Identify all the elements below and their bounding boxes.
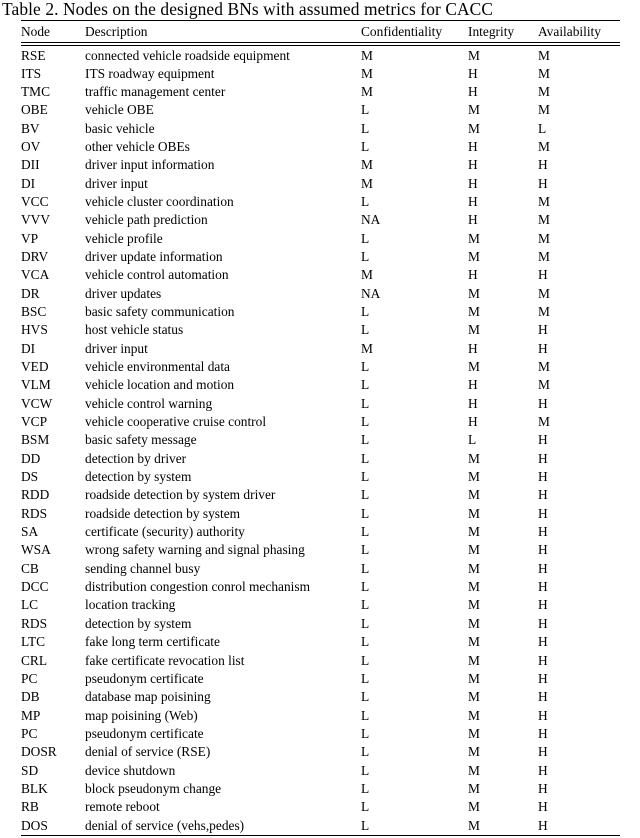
cell-confidentiality: L <box>361 817 370 833</box>
cell-node: RB <box>21 799 39 815</box>
cell-confidentiality: M <box>361 47 373 63</box>
column-header-integrity: Integrity <box>468 21 538 43</box>
cell-confidentiality: L <box>361 432 370 448</box>
cell-node: DB <box>21 689 40 705</box>
table-row <box>21 450 620 468</box>
cell-confidentiality: NA <box>361 212 381 228</box>
cell-node: DI <box>21 340 36 356</box>
cell-integrity: H <box>468 377 478 393</box>
cell-confidentiality: NA <box>361 285 381 301</box>
cell-availability: M <box>538 377 550 393</box>
cell-description: vehicle path prediction <box>85 212 208 228</box>
cell-description: vehicle environmental data <box>85 359 231 374</box>
cell-availability: H <box>538 505 548 521</box>
cell-integrity: M <box>468 744 480 760</box>
cell-integrity: M <box>468 725 480 741</box>
cell-description: ITS roadway equipment <box>85 65 215 81</box>
cell-availability: H <box>538 450 548 466</box>
cell-node: VCW <box>21 395 53 411</box>
cell-availability: H <box>538 524 548 540</box>
cell-confidentiality: L <box>361 634 370 650</box>
cell-node: VCP <box>21 414 48 430</box>
table-row <box>21 83 620 101</box>
cell-confidentiality: M <box>361 175 373 191</box>
cell-description: driver input information <box>85 157 215 173</box>
cell-description: connected vehicle roadside equipment <box>85 47 290 63</box>
cell-node: RDS <box>21 615 48 631</box>
cell-confidentiality: L <box>361 193 370 209</box>
cell-node: VP <box>21 230 39 246</box>
cell-confidentiality: L <box>361 707 370 723</box>
table-row <box>21 193 620 211</box>
cell-availability: H <box>538 560 548 576</box>
cell-availability: H <box>538 157 548 173</box>
cell-description: vehicle profile <box>85 230 163 246</box>
cell-availability: H <box>538 725 548 741</box>
cell-availability: M <box>538 65 550 81</box>
cell-node: DOS <box>21 817 48 833</box>
cell-description: vehicle cooperative cruise control <box>85 414 267 430</box>
cell-availability: H <box>538 175 548 191</box>
cell-description: certificate (security) authority <box>85 524 245 540</box>
table-row <box>21 596 620 614</box>
cell-availability: H <box>538 670 548 686</box>
table-row <box>21 285 620 303</box>
cell-integrity: M <box>468 524 480 540</box>
cell-integrity: H <box>468 414 478 430</box>
cell-availability: H <box>538 689 548 705</box>
cell-confidentiality: L <box>361 359 370 374</box>
column-header-availability: Availability <box>538 21 620 43</box>
cell-availability: M <box>538 230 550 246</box>
cell-node: OV <box>21 138 41 154</box>
cell-integrity: H <box>468 175 478 191</box>
table-row <box>21 743 620 761</box>
cell-confidentiality: L <box>361 670 370 686</box>
cell-integrity: H <box>468 267 478 283</box>
cell-availability: H <box>538 469 548 485</box>
cell-description: denial of service (vehs,pedes) <box>85 817 245 833</box>
cell-description: basic vehicle <box>85 120 155 136</box>
cell-confidentiality: L <box>361 652 370 668</box>
cell-integrity: M <box>468 689 480 705</box>
cell-node: DR <box>21 285 40 301</box>
cell-description: vehicle cluster coordination <box>85 193 234 209</box>
table-header <box>21 21 620 46</box>
cell-availability: M <box>538 359 550 374</box>
cell-integrity: H <box>468 212 478 228</box>
table-row <box>21 652 620 670</box>
cell-node: TMC <box>21 83 51 99</box>
cell-confidentiality: L <box>361 799 370 815</box>
cell-availability: H <box>538 487 548 503</box>
cell-node: MP <box>21 707 41 723</box>
table-row <box>21 688 620 706</box>
cell-node: DOSR <box>21 744 57 760</box>
table-row <box>21 615 620 633</box>
cell-description: device shutdown <box>85 762 176 778</box>
cell-integrity: H <box>468 193 478 209</box>
cell-integrity: M <box>468 469 480 485</box>
cell-confidentiality: L <box>361 505 370 521</box>
cell-confidentiality: M <box>361 65 373 81</box>
cell-confidentiality: L <box>361 487 370 503</box>
cell-confidentiality: L <box>361 597 370 613</box>
cell-integrity: M <box>468 285 480 301</box>
cell-confidentiality: L <box>361 414 370 430</box>
cell-integrity: H <box>468 395 478 411</box>
cell-confidentiality: L <box>361 725 370 741</box>
table-row <box>21 321 620 339</box>
cell-availability: H <box>538 340 548 356</box>
table-row <box>21 395 620 413</box>
cell-confidentiality: L <box>361 138 370 154</box>
cell-availability: H <box>538 432 548 448</box>
cell-description: roadside detection by system driver <box>85 487 276 503</box>
cell-node: RDS <box>21 505 48 521</box>
cell-confidentiality: L <box>361 248 370 264</box>
cell-description: traffic management center <box>85 83 226 99</box>
cell-availability: L <box>538 120 547 136</box>
cell-availability: M <box>538 248 550 264</box>
cell-confidentiality: L <box>361 322 370 338</box>
table-row <box>21 248 620 266</box>
cell-description: fake certificate revocation list <box>85 652 245 668</box>
cell-node: PC <box>21 725 38 741</box>
cell-integrity: M <box>468 579 480 595</box>
cell-confidentiality: L <box>361 377 370 393</box>
cell-confidentiality: L <box>361 102 370 118</box>
cell-description: distribution congestion conrol mechanism <box>85 579 310 595</box>
cell-integrity: M <box>468 542 480 558</box>
cell-availability: H <box>538 542 548 558</box>
cell-availability: M <box>538 193 550 209</box>
table-row <box>21 65 620 83</box>
table-container <box>21 20 620 838</box>
cell-availability: H <box>538 322 548 338</box>
table-row <box>21 670 620 688</box>
cell-confidentiality: L <box>361 780 370 796</box>
cell-integrity: M <box>468 487 480 503</box>
table-caption: Table 2. Nodes on the designed BNs with assumed metrics for CACC <box>2 0 494 19</box>
nodes-metrics-table <box>21 20 620 838</box>
cell-node: VCC <box>21 193 49 209</box>
table-row <box>21 780 620 798</box>
cell-node: RDD <box>21 487 50 503</box>
cell-confidentiality: L <box>361 762 370 778</box>
cell-integrity: M <box>468 652 480 668</box>
cell-availability: H <box>538 762 548 778</box>
cell-confidentiality: M <box>361 157 373 173</box>
table-row <box>21 101 620 119</box>
cell-confidentiality: L <box>361 395 370 411</box>
cell-availability: H <box>538 267 548 283</box>
cell-confidentiality: L <box>361 303 370 319</box>
column-header-confidentiality: Confidentiality <box>361 21 468 43</box>
cell-integrity: M <box>468 670 480 686</box>
cell-node: RSE <box>21 47 46 63</box>
table-row <box>21 376 620 394</box>
cell-node: CRL <box>21 652 48 668</box>
table-row <box>21 523 620 541</box>
cell-description: driver input <box>85 175 148 191</box>
cell-description: map poisining (Web) <box>85 707 198 723</box>
cell-integrity: M <box>468 450 480 466</box>
column-header-node: Node <box>21 21 85 43</box>
cell-integrity: M <box>468 615 480 631</box>
cell-node: PC <box>21 670 38 686</box>
cell-integrity: M <box>468 322 480 338</box>
cell-description: remote reboot <box>85 799 160 815</box>
cell-description: pseudonym certificate <box>85 725 204 741</box>
column-header-description: Description <box>85 21 361 43</box>
table-row <box>21 486 620 504</box>
cell-integrity: M <box>468 102 480 118</box>
cell-availability: H <box>538 579 548 595</box>
cell-confidentiality: L <box>361 230 370 246</box>
table-body <box>21 45 620 835</box>
cell-availability: H <box>538 615 548 631</box>
cell-integrity: M <box>468 634 480 650</box>
cell-node: BSC <box>21 303 47 319</box>
cell-description: basic safety message <box>85 432 197 448</box>
cell-node: DRV <box>21 248 49 264</box>
cell-confidentiality: L <box>361 120 370 136</box>
cell-availability: H <box>538 395 548 411</box>
cell-integrity: M <box>468 359 480 374</box>
cell-availability: H <box>538 652 548 668</box>
table-row <box>21 468 620 486</box>
cell-node: SD <box>21 762 39 778</box>
cell-description: vehicle location and motion <box>85 377 235 393</box>
cell-description: wrong safety warning and signal phasing <box>85 542 305 558</box>
cell-description: driver update information <box>85 248 223 264</box>
cell-description: vehicle control warning <box>85 395 213 411</box>
cell-integrity: M <box>468 303 480 319</box>
cell-availability: H <box>538 634 548 650</box>
cell-integrity: M <box>468 707 480 723</box>
table-row <box>21 505 620 523</box>
cell-node: SA <box>21 524 39 540</box>
cell-availability: M <box>538 83 550 99</box>
cell-availability: M <box>538 303 550 319</box>
cell-confidentiality: M <box>361 83 373 99</box>
cell-node: VVV <box>21 212 51 228</box>
cell-availability: M <box>538 102 550 118</box>
cell-description: detection by driver <box>85 450 187 466</box>
table-row <box>21 541 620 559</box>
cell-node: DS <box>21 469 39 485</box>
cell-integrity: H <box>468 65 478 81</box>
cell-description: vehicle control automation <box>85 267 229 283</box>
cell-node: LC <box>21 597 39 613</box>
cell-confidentiality: L <box>361 524 370 540</box>
cell-confidentiality: L <box>361 469 370 485</box>
table-row <box>21 817 620 836</box>
table-row <box>21 230 620 248</box>
cell-node: BV <box>21 120 40 136</box>
cell-description: vehicle OBE <box>85 102 154 118</box>
cell-description: fake long term certificate <box>85 634 220 650</box>
cell-confidentiality: L <box>361 615 370 631</box>
table-row <box>21 725 620 743</box>
cell-integrity: M <box>468 817 480 833</box>
table-row <box>21 211 620 229</box>
cell-node: DI <box>21 175 36 191</box>
cell-integrity: M <box>468 230 480 246</box>
cell-description: denial of service (RSE) <box>85 744 211 760</box>
cell-integrity: H <box>468 340 478 356</box>
cell-availability: M <box>538 212 550 228</box>
cell-node: VCA <box>21 267 50 283</box>
cell-node: VLM <box>21 377 51 393</box>
cell-confidentiality: L <box>361 689 370 705</box>
table-row <box>21 303 620 321</box>
cell-node: BLK <box>21 780 48 796</box>
cell-description: basic safety communication <box>85 303 235 319</box>
cell-availability: H <box>538 780 548 796</box>
cell-availability: H <box>538 707 548 723</box>
cell-node: ITS <box>21 65 42 81</box>
cell-description: database map poisining <box>85 689 211 705</box>
table-row <box>21 340 620 358</box>
cell-node: HVS <box>21 322 48 338</box>
cell-description: block pseudonym change <box>85 780 222 796</box>
cell-availability: H <box>538 597 548 613</box>
cell-description: driver input <box>85 340 148 356</box>
cell-availability: H <box>538 799 548 815</box>
table-row <box>21 413 620 431</box>
cell-confidentiality: L <box>361 744 370 760</box>
cell-description: detection by system <box>85 615 192 631</box>
cell-node: DD <box>21 450 41 466</box>
cell-integrity: H <box>468 138 478 154</box>
table-row <box>21 138 620 156</box>
table-row <box>21 798 620 816</box>
cell-confidentiality: L <box>361 560 370 576</box>
cell-integrity: M <box>468 799 480 815</box>
table-row <box>21 560 620 578</box>
cell-integrity: M <box>468 248 480 264</box>
cell-description: detection by system <box>85 469 192 485</box>
cell-description: roadside detection by system <box>85 505 241 521</box>
table-row <box>21 431 620 449</box>
cell-integrity: M <box>468 120 480 136</box>
cell-confidentiality: L <box>361 542 370 558</box>
cell-node: VED <box>21 359 49 374</box>
cell-node: DII <box>21 157 40 173</box>
cell-availability: H <box>538 744 548 760</box>
cell-availability: M <box>538 414 550 430</box>
cell-description: other vehicle OBEs <box>85 138 190 154</box>
cell-node: BSM <box>21 432 50 448</box>
cell-integrity: M <box>468 47 480 63</box>
table-header-row <box>21 21 620 43</box>
table-row <box>21 45 620 65</box>
cell-integrity: H <box>468 157 478 173</box>
cell-confidentiality: L <box>361 450 370 466</box>
cell-integrity: M <box>468 597 480 613</box>
cell-node: WSA <box>21 542 51 558</box>
cell-availability: M <box>538 285 550 301</box>
cell-description: driver updates <box>85 285 162 301</box>
cell-node: OBE <box>21 102 48 118</box>
cell-integrity: M <box>468 505 480 521</box>
cell-integrity: M <box>468 560 480 576</box>
table-row <box>21 633 620 651</box>
cell-availability: M <box>538 138 550 154</box>
cell-confidentiality: M <box>361 340 373 356</box>
cell-integrity: H <box>468 83 478 99</box>
table-row <box>21 578 620 596</box>
cell-node: DCC <box>21 579 49 595</box>
cell-integrity: M <box>468 762 480 778</box>
table-row <box>21 358 620 376</box>
table-row <box>21 120 620 138</box>
cell-availability: H <box>538 817 548 833</box>
cell-node: CB <box>21 560 39 576</box>
cell-description: host vehicle status <box>85 322 184 338</box>
cell-node: LTC <box>21 634 46 650</box>
cell-description: pseudonym certificate <box>85 670 204 686</box>
table-row <box>21 762 620 780</box>
table-row <box>21 156 620 174</box>
cell-integrity: L <box>468 432 477 448</box>
table-row <box>21 266 620 284</box>
cell-integrity: M <box>468 780 480 796</box>
cell-confidentiality: M <box>361 267 373 283</box>
table-row <box>21 175 620 193</box>
cell-description: sending channel busy <box>85 560 201 576</box>
cell-description: location tracking <box>85 597 176 613</box>
cell-availability: M <box>538 47 550 63</box>
cell-confidentiality: L <box>361 579 370 595</box>
table-row <box>21 707 620 725</box>
